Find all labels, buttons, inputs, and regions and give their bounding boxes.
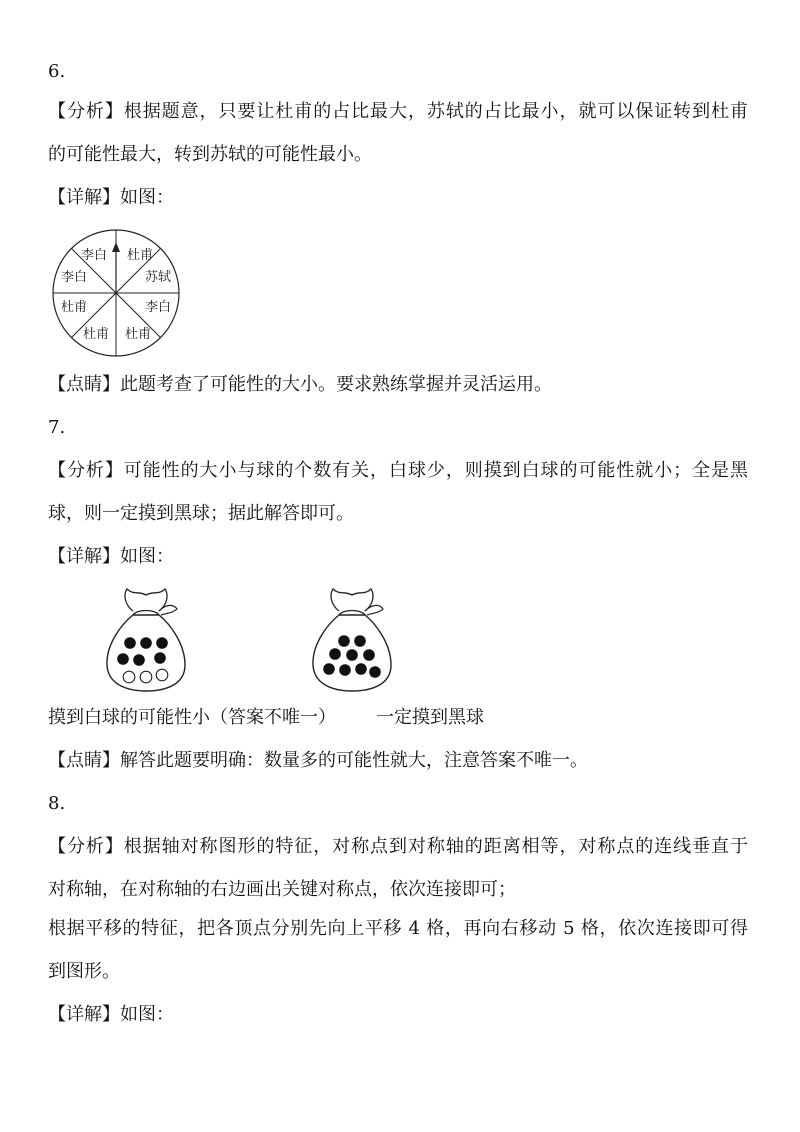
q8-analysis-line-2: 对称轴，在对称轴的右边画出关键对称点，依次连接即可； (48, 879, 516, 900)
spinner-label: 杜甫 (60, 300, 88, 315)
q7-detail-line (48, 545, 174, 569)
black-ball (117, 653, 129, 665)
q7-analysis-text-1: 可能性的大小与球的个数有关，白球少，则摸到白球的可能性就小；全是黑 (123, 460, 748, 481)
white-ball (156, 669, 168, 681)
q6-detail-text: 如图： (120, 187, 174, 208)
q6-detail-line (48, 186, 174, 210)
q7-number: 7. (48, 417, 66, 438)
black-ball (355, 663, 367, 675)
q7-analysis-tag: 【分析】 (48, 460, 124, 481)
black-ball (339, 664, 351, 676)
q7-analysis-line-2: 球，则一定摸到黑球；据此解答即可。 (48, 503, 354, 524)
bag-figure-2 (309, 585, 395, 695)
q7-analysis-line-1 (48, 459, 748, 483)
black-ball (338, 635, 350, 647)
bag-tie (365, 605, 383, 615)
q7-caption-2: 一定摸到黑球 (376, 707, 484, 728)
black-ball (133, 654, 145, 666)
black-ball (363, 649, 375, 661)
q6-comment-line (48, 373, 552, 397)
black-ball (329, 648, 341, 660)
q7-detail-tag: 【详解】 (48, 546, 120, 567)
q6-analysis-line-2: 的可能性最大，转到苏轼的可能性最小。 (48, 144, 372, 165)
spinner-label: 李白 (80, 248, 108, 263)
q8-analysis-line-1 (48, 835, 748, 859)
bag-tie (159, 605, 177, 615)
q6-analysis-line-1 (48, 100, 748, 124)
q7-caption-1: 摸到白球的可能性小（答案不唯一） (48, 707, 336, 728)
q6-comment-text: 此题考查了可能性的大小。要求熟练掌握并灵活运用。 (120, 374, 552, 395)
arrow-icon (112, 242, 120, 252)
spinner-label: 李白 (60, 270, 88, 285)
q7-detail-text: 如图： (120, 546, 174, 567)
q8-analysis-line-3: 根据平移的特征，把各顶点分别先向上平移 4 格，再向右移动 5 格，依次连接即可得 (48, 918, 748, 939)
q7-comment-line (48, 749, 588, 773)
black-ball (369, 666, 381, 678)
q6-analysis-tag: 【分析】 (48, 101, 124, 122)
spinner-label: 杜甫 (126, 248, 154, 263)
q8-detail-tag: 【详解】 (48, 1004, 120, 1025)
white-ball (123, 671, 135, 683)
ball-group (323, 635, 381, 678)
spinner-figure (48, 228, 184, 358)
spinner-label: 杜甫 (82, 327, 110, 342)
black-ball (154, 652, 166, 664)
spinner-label: 苏轼 (144, 270, 172, 285)
black-ball (346, 649, 358, 661)
q7-comment-text: 解答此题要明确：数量多的可能性就大，注意答案不唯一。 (120, 750, 588, 771)
bag-figure-1 (103, 585, 189, 695)
q8-analysis-tag: 【分析】 (48, 836, 124, 857)
q6-comment-tag: 【点睛】 (48, 374, 120, 395)
black-ball (354, 635, 366, 647)
black-ball (124, 637, 136, 649)
ball-group (117, 637, 168, 683)
q8-detail-text: 如图： (120, 1004, 174, 1025)
q7-comment-tag: 【点睛】 (48, 750, 120, 771)
q6-number: 6. (48, 61, 66, 82)
q8-detail-line (48, 1003, 174, 1027)
spinner-label: 杜甫 (124, 327, 152, 342)
q8-analysis-text-1: 根据轴对称图形的特征，对称点到对称轴的距离相等，对称点的连线垂直于 (123, 836, 748, 857)
q8-analysis-line-4: 到图形。 (48, 961, 120, 982)
bag-top (331, 589, 373, 611)
q7-caption-line (48, 706, 484, 730)
spinner-label: 李白 (144, 300, 172, 315)
bag-top (125, 589, 167, 611)
black-ball (323, 663, 335, 675)
q6-detail-tag: 【详解】 (48, 187, 120, 208)
black-ball (156, 637, 168, 649)
black-ball (140, 637, 152, 649)
q8-number: 8. (48, 793, 66, 814)
q6-analysis-text-1: 根据题意，只要让杜甫的占比最大，苏轼的占比最小，就可以保证转到杜甫 (123, 101, 748, 122)
white-ball (140, 671, 152, 683)
